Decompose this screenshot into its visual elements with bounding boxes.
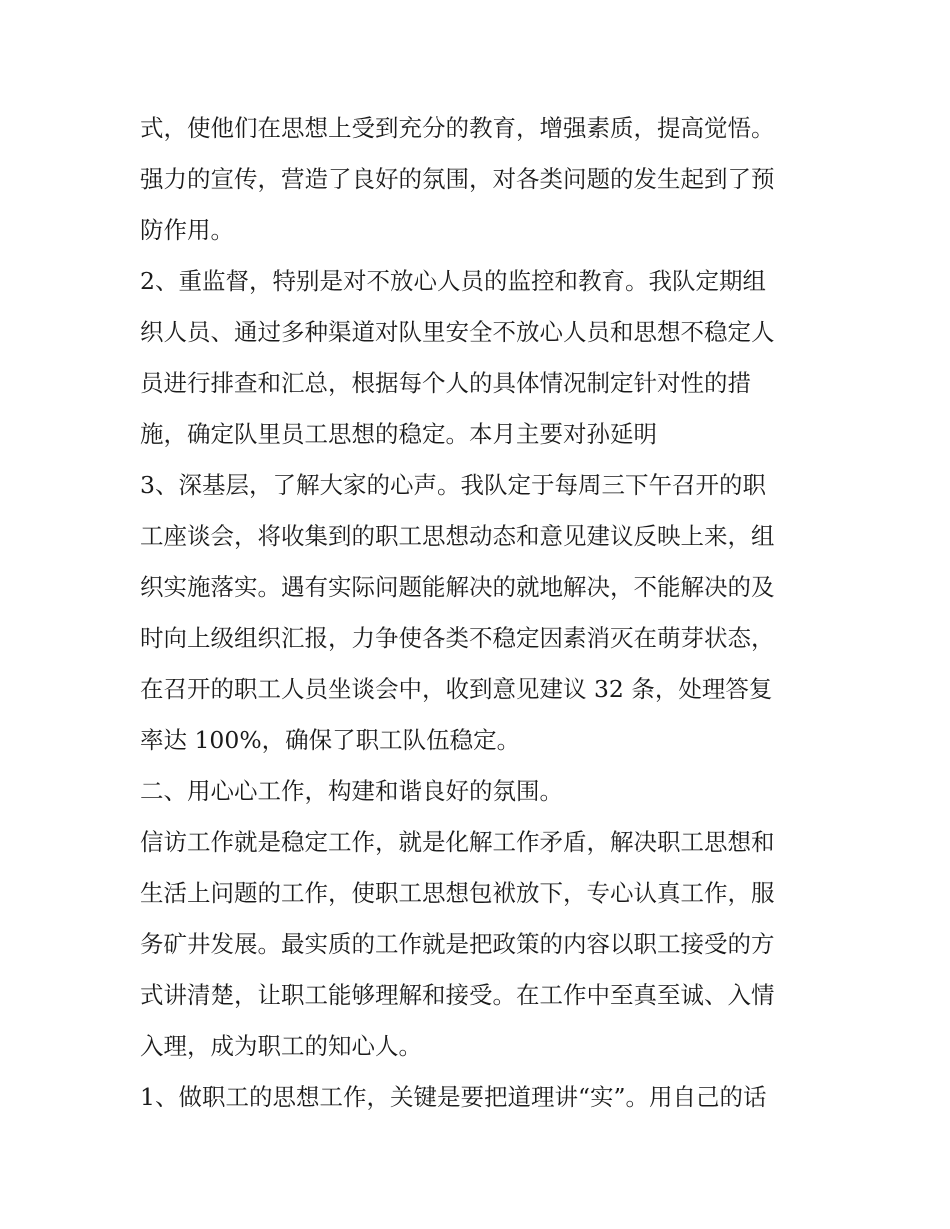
text-line: 式讲清楚，让职工能够理解和接受。在工作中至真至诚、入情 (140, 981, 775, 1009)
text-line: 1、做职工的思想工作，关键是要把道理讲“实”。用自己的话 (140, 1083, 767, 1111)
text-line: 时向上级组织汇报，力争使各类不稳定因素消灭在萌芽状态， (140, 624, 775, 652)
text-line: 入理，成为职工的知心人。 (140, 1032, 422, 1060)
text-line: 强力的宣传，营造了良好的氛围，对各类问题的发生起到了预 (140, 165, 775, 193)
text-line: 务矿井发展。最实质的工作就是把政策的内容以职工接受的方 (140, 930, 775, 958)
text-line: 防作用。 (140, 216, 234, 244)
text-line: 3、深基层，了解大家的心声。我队定于每周三下午召开的职 (140, 471, 766, 499)
text-line: 2、重监督，特别是对不放心人员的监控和教育。我队定期组 (140, 267, 766, 295)
section-heading: 二、用心心工作，构建和谐良好的氛围。 (140, 777, 563, 805)
text-line: 生活上问题的工作，使职工思想包袱放下，专心认真工作，服 (140, 879, 775, 907)
text-line: 在召开的职工人员坐谈会中，收到意见建议 32 条，处理答复 (140, 675, 773, 703)
text-line: 信访工作就是稳定工作，就是化解工作矛盾，解决职工思想和 (140, 828, 775, 856)
text-line: 织人员、通过多种渠道对队里安全不放心人员和思想不稳定人 (140, 318, 775, 346)
text-line: 织实施落实。遇有实际问题能解决的就地解决，不能解决的及 (140, 573, 775, 601)
text-line: 员进行排查和汇总，根据每个人的具体情况制定针对性的措 (140, 369, 751, 397)
text-line: 率达 100%，确保了职工队伍稳定。 (140, 726, 521, 754)
text-line: 施，确定队里员工思想的稳定。本月主要对孙延明 (140, 420, 657, 448)
text-line: 式，使他们在思想上受到充分的教育，增强素质，提高觉悟。 (140, 114, 775, 142)
text-line: 工座谈会，将收集到的职工思想动态和意见建议反映上来，组 (140, 522, 775, 550)
document-page (140, 103, 820, 1123)
